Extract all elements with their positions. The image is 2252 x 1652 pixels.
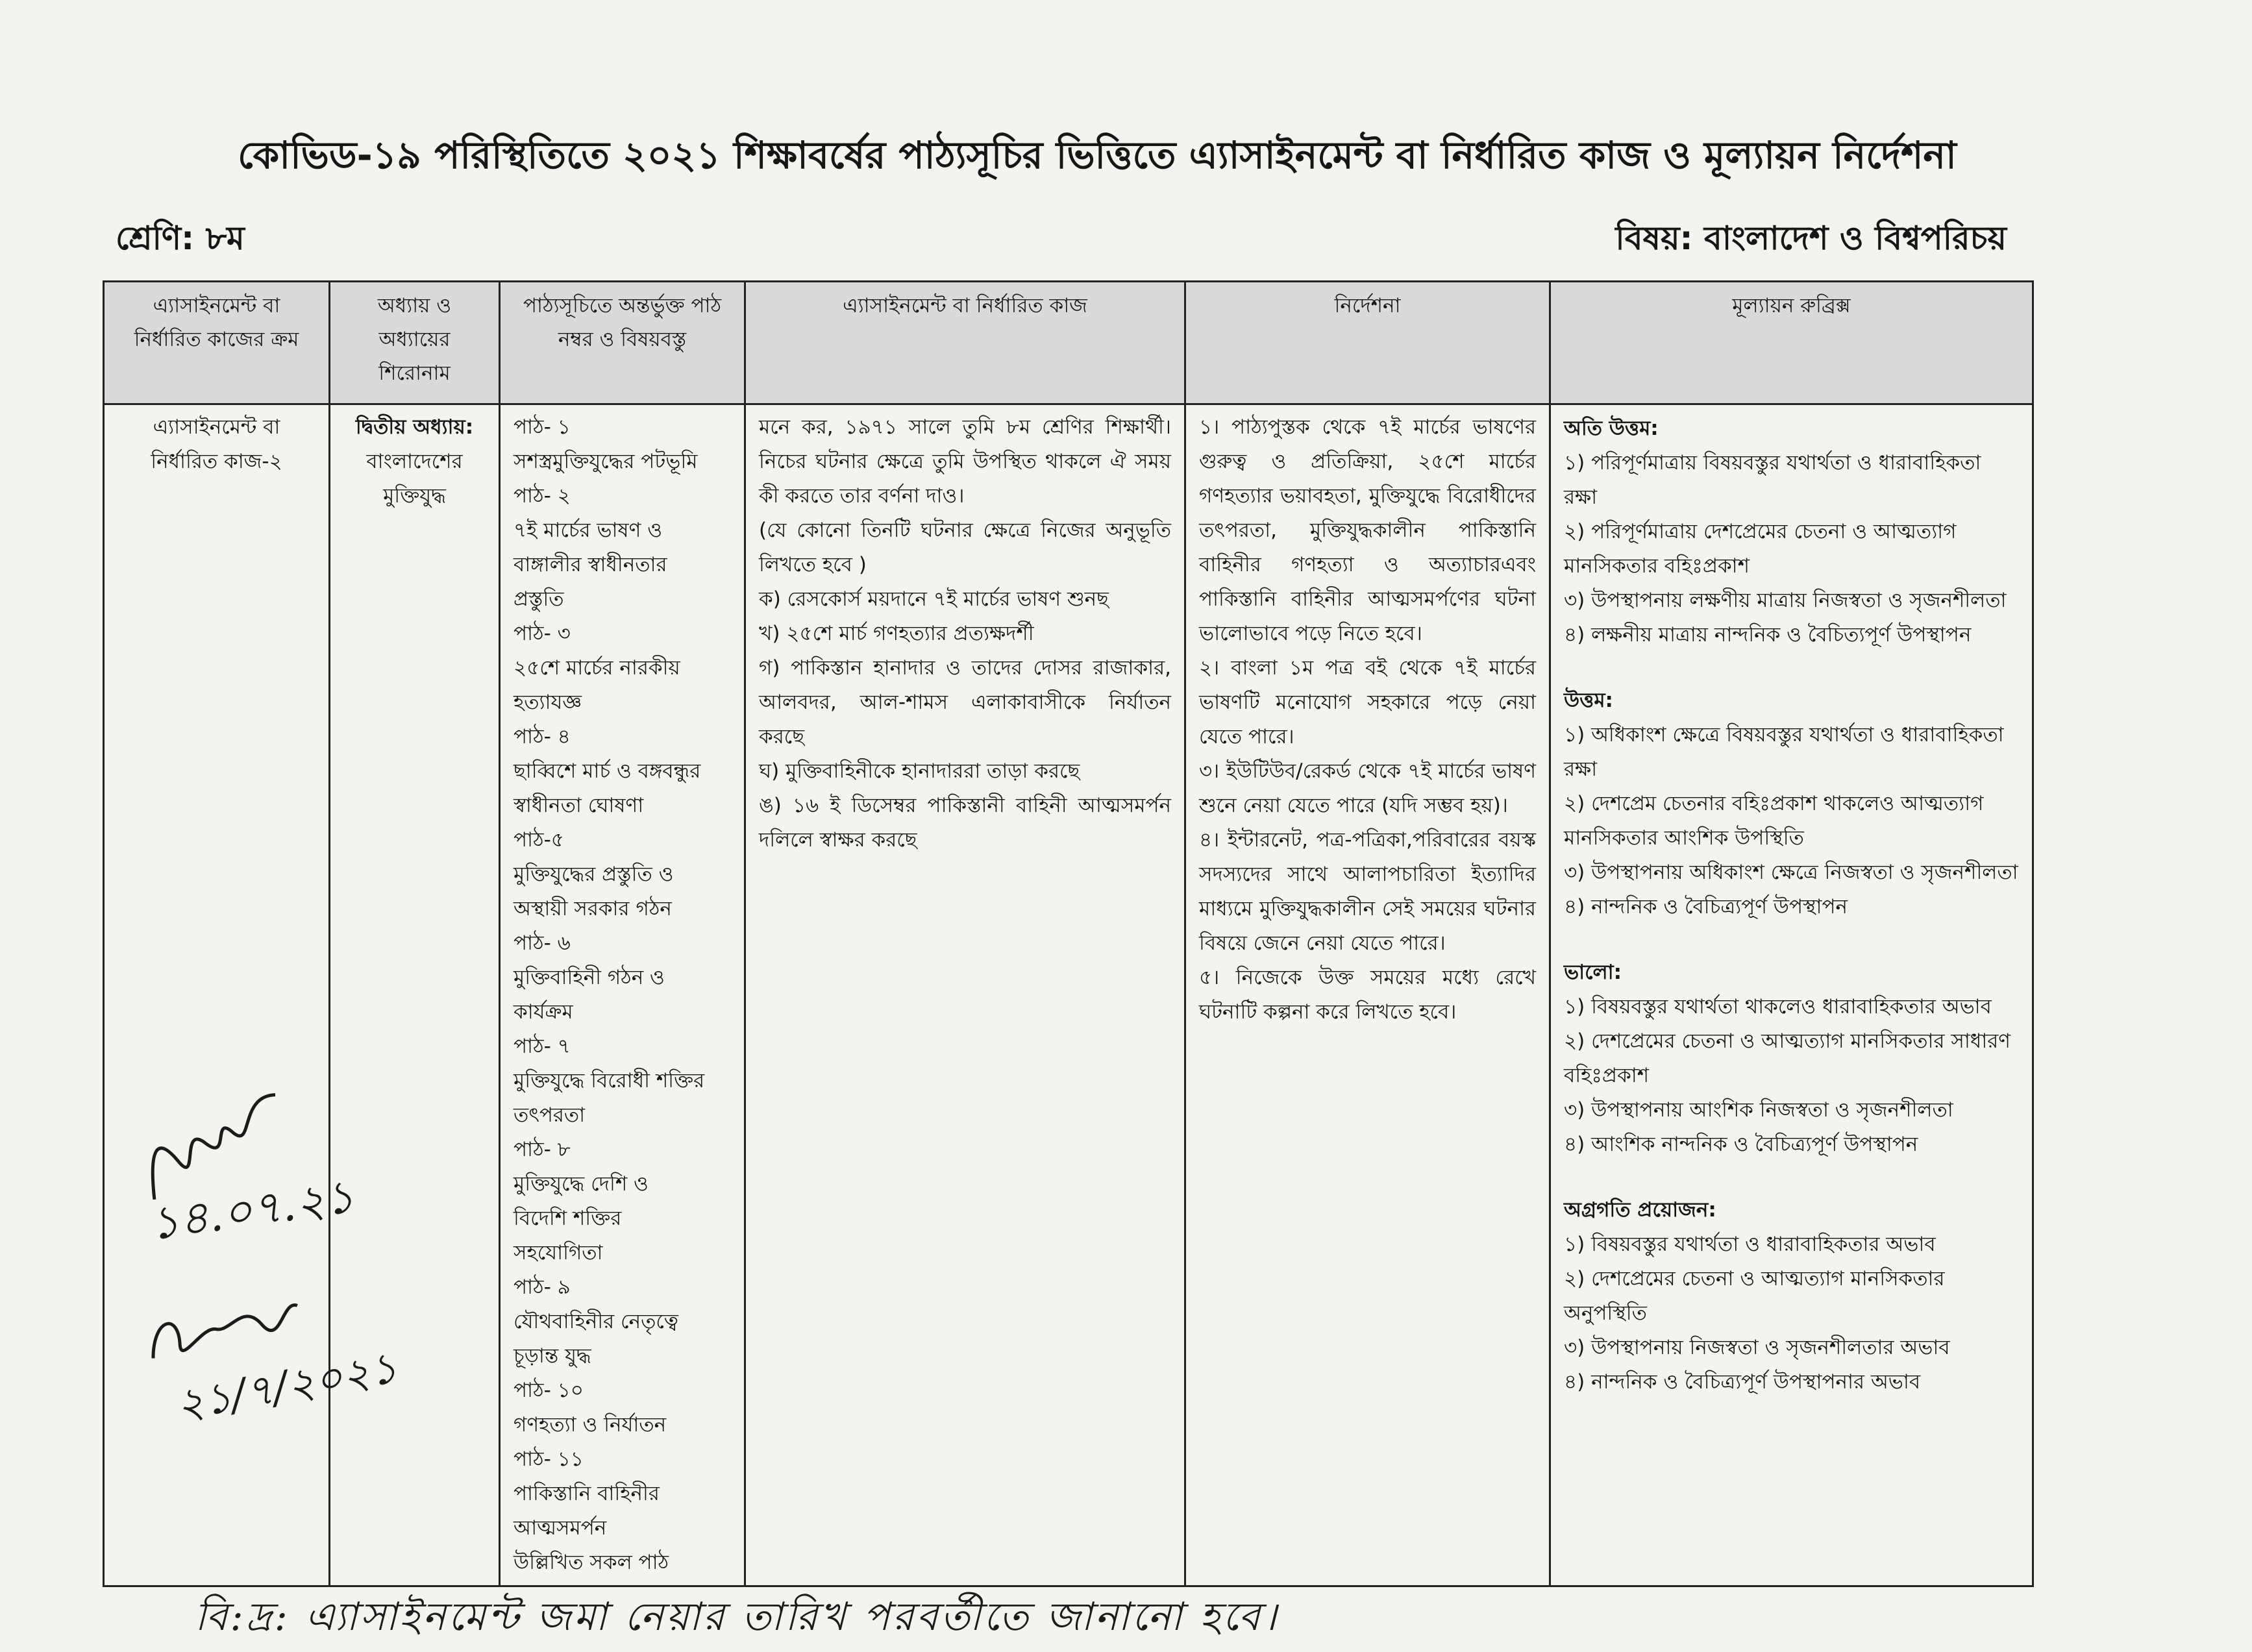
header-instructions: নির্দেশনা: [1185, 282, 1550, 404]
header-rubrics: মূল্যায়ন রুব্রিক্স: [1550, 282, 2033, 404]
rubric-item: ১) পরিপূর্ণমাত্রায় বিষয়বস্তুর যথার্থতা ও ধারাবাহিকতা রক্ষা: [1564, 451, 1981, 509]
rubric-level-good: ভালো:: [1564, 961, 1622, 984]
page-title: কোভিড-১৯ পরিস্থিতিতে ২০২১ শিক্ষাবর্ষের পাঠ্যসূচির ভিত্তিতে এ্যাসাইনমেন্ট বা নির্ধারিত কাজ ও মূল্যায়ন নির্দেশনা: [238, 133, 1957, 177]
lessons-cell: [500, 404, 745, 1586]
lesson-line: পাঠ- ৮: [514, 1138, 571, 1161]
assignment-cell: [745, 404, 1185, 1586]
lesson-line: সহযোগিতা: [514, 1241, 603, 1264]
rubric-item: ৩) উপস্থাপনায় লক্ষণীয় মাত্রায় নিজস্বতা ও সৃজনশীলতা: [1564, 589, 2007, 612]
assignment-item: খ) ২৫শে মার্চ গণহত্যার প্রত্যক্ষদর্শী: [759, 622, 1034, 645]
table-header-row: [104, 282, 2033, 404]
rubric-item: ৪) আংশিক নান্দনিক ও বৈচিত্র্যপূর্ণ উপস্থাপন: [1564, 1133, 1918, 1156]
lesson-line: তৎপরতা: [514, 1103, 586, 1127]
rubric-item: ১) বিষয়বস্তুর যথার্থতা থাকলেও ধারাবাহিকতার অভাব: [1564, 995, 1992, 1018]
lesson-line: পাঠ- ১০: [514, 1379, 584, 1402]
table-row: [104, 404, 2033, 1586]
rubric-item: ৪) নান্দনিক ও বৈচিত্র্যপূর্ণ উপস্থাপন: [1564, 895, 1848, 918]
rubric-item: ১) অধিকাংশ ক্ষেত্রে বিষয়বস্তুর যথার্থতা ও ধারাবাহিকতা রক্ষা: [1564, 723, 2004, 781]
lesson-line: পাঠ- ৭: [514, 1035, 571, 1058]
signature-date-2: ২১/৭/২০২১: [172, 1342, 401, 1431]
lesson-line: কার্যক্রম: [514, 1000, 573, 1024]
assignment-item: গ) পাকিস্তান হানাদার ও তাদের দোসর রাজাকার, আলবদর, আল-শামস এলাকাবাসীকে নির্যাতন করছে: [759, 656, 1171, 748]
lesson-line: আত্মসমর্পন: [514, 1516, 607, 1540]
chapter-line: বাংলাদেশের: [366, 450, 463, 473]
lesson-line: মুক্তিযুদ্ধে দেশি ও: [514, 1172, 649, 1196]
lesson-line: পাকিস্তানি বাহিনীর: [514, 1482, 660, 1505]
lesson-line: প্রস্তুতি: [514, 587, 564, 611]
assignment-intro: মনে কর, ১৯৭১ সালে তুমি ৮ম শ্রেণির শিক্ষার্থী। নিচের ঘটনার ক্ষেত্রে তুমি উপস্থিত থাকলে ঐ সময় কী করতে তার বর্ণনা দাও।: [759, 415, 1171, 508]
assignment-number-cell: এ্যাসাইনমেন্ট বা নির্ধারিত কাজ-২: [104, 404, 330, 1586]
lesson-line: ছাব্বিশে মার্চ ও বঙ্গবন্ধুর: [514, 759, 701, 783]
rubric-item: ২) দেশপ্রেম চেতনার বহিঃপ্রকাশ থাকলেও আত্মত্যাগ মানসিকতার আংশিক উপস্থিতি: [1564, 792, 1984, 850]
chapter-line: মুক্তিযুদ্ধ: [383, 484, 446, 508]
instruction-item: ২। বাংলা ১ম পত্র বই থেকে ৭ই মার্চের ভাষণটি মনোযোগ সহকারে পড়ে নেয়া যেতে পারে।: [1199, 656, 1536, 748]
lesson-line: পাঠ- ১: [514, 415, 571, 439]
lesson-line: মুক্তিযুদ্ধের প্রস্তুতি ও: [514, 863, 674, 886]
lesson-line: স্বাধীনতা ঘোষণা: [514, 794, 644, 817]
lesson-line: গণহত্যা ও নির্যাতন: [514, 1413, 667, 1436]
lesson-line: যৌথবাহিনীর নেতৃত্বে: [514, 1310, 678, 1333]
rubric-item: ২) দেশপ্রেমের চেতনা ও আত্মত্যাগ মানসিকতার অনুপস্থিতি: [1564, 1267, 1945, 1325]
lesson-line: বাঙ্গালীর স্বাধীনতার: [514, 553, 667, 576]
lesson-line: পাঠ- ১১: [514, 1448, 584, 1471]
instruction-item: ৩। ইউটিউব/রেকর্ড থেকে ৭ই মার্চের ভাষণ শুনে নেয়া যেতে পারে (যদি সম্ভব হয়)।: [1199, 759, 1536, 817]
lesson-line: মুক্তিবাহিনী গঠন ও: [514, 966, 665, 989]
subject-label: বিষয়: বাংলাদেশ ও বিশ্বপরিচয়: [1615, 219, 2007, 257]
header-assignment-no: এ্যাসাইনমেন্ট বা নির্ধারিত কাজের ক্রম: [104, 282, 330, 404]
lesson-line: পাঠ- ২: [514, 484, 571, 508]
lesson-line: ২৫শে মার্চের নারকীয়: [514, 656, 680, 680]
lesson-line: সশস্ত্রমুক্তিযুদ্ধের পটভূমি: [514, 450, 698, 473]
lesson-line: পাঠ- ৯: [514, 1276, 571, 1299]
lesson-line: পাঠ- ৩: [514, 622, 571, 645]
chapter-line: দ্বিতীয় অধ্যায়:: [355, 415, 474, 439]
lesson-line: হত্যাযজ্ঞ: [514, 691, 582, 714]
instruction-item: ৪। ইন্টারনেট, পত্র-পত্রিকা,পরিবারের বয়স্ক সদস্যদের সাথে আলাপচারিতা ইত্যাদির মাধ্যমে মুক্তিযুদ্ধকালীন সেই সময়ের ঘটনার বিষয়ে জেনে নেয়া যেতে পারে।: [1199, 828, 1536, 955]
header-lessons: পাঠ্যসূচিতে অন্তর্ভুক্ত পাঠ নম্বর ও বিষয়বস্তু: [500, 282, 745, 404]
rubric-level-excellent: অতি উত্তম:: [1564, 417, 1659, 440]
assignment-note: (যে কোনো তিনটি ঘটনার ক্ষেত্রে নিজের অনুভূতি লিখতে হবে ): [759, 519, 1171, 576]
lesson-line: উল্লিখিত সকল পাঠ: [514, 1551, 669, 1574]
lesson-line: অস্থায়ী সরকার গঠন: [514, 897, 672, 920]
instruction-item: ১। পাঠ্যপুস্তক থেকে ৭ই মার্চের ভাষণের গুরুত্ব ও প্রতিক্রিয়া, ২৫শে মার্চের গণহত্যার ভয়াবহতা, মুক্তিযুদ্ধে বিরোধীদের তৎপরতা, মুক্তিযুদ্ধকালীন পাকিস্তানি বাহিনীর গণহত্যা ও অত্যাচারএবং পাকিস্তানি বাহিনীর আত্মসমর্পণের ঘটনা ভালোভাবে পড়ে নিতে হবে।: [1199, 415, 1536, 645]
rubric-item: ১) বিষয়বস্তুর যথার্থতা ও ধারাবাহিকতার অভাব: [1564, 1233, 1936, 1256]
class-label: শ্রেণি: ৮ম: [116, 219, 245, 257]
rubric-item: ৪) নান্দনিক ও বৈচিত্র্যপূর্ণ উপস্থাপনার অভাব: [1564, 1370, 1921, 1394]
rubric-item: ৩) উপস্থাপনায় অধিকাংশ ক্ষেত্রে নিজস্বতা ও সৃজনশীলতা: [1564, 861, 2018, 884]
instructions-cell: [1185, 404, 1550, 1586]
signature-date-1: ১৪.০৭.২১: [146, 1169, 358, 1251]
rubric-level-needs-progress: অগ্রগতি প্রয়োজন:: [1564, 1198, 1716, 1222]
rubric-item: ২) পরিপূর্ণমাত্রায় দেশপ্রেমের চেতনা ও আত্মত্যাগ মানসিকতার বহিঃপ্রকাশ: [1564, 520, 1957, 578]
lesson-line: মুক্তিযুদ্ধে বিরোধী শক্তির: [514, 1069, 705, 1092]
rubrics-cell: [1550, 404, 2033, 1586]
lesson-line: বিদেশি শক্তির: [514, 1207, 622, 1230]
instruction-item: ৫। নিজেকে উক্ত সময়ের মধ্যে রেখে ঘটনাটি কল্পনা করে লিখতে হবে।: [1199, 966, 1536, 1024]
rubric-item: ২) দেশপ্রেমের চেতনা ও আত্মত্যাগ মানসিকতার সাধারণ বহিঃপ্রকাশ: [1564, 1029, 2011, 1087]
lesson-line: পাঠ- ৪: [514, 725, 571, 748]
rubric-item: ৩) উপস্থাপনায় নিজস্বতা ও সৃজনশীলতার অভাব: [1564, 1336, 1950, 1359]
rubric-item: ৪) লক্ষনীয় মাত্রায় নান্দনিক ও বৈচিত্যপূর্ণ উপস্থাপন: [1564, 623, 1972, 647]
header-chapter: অধ্যায় ও অধ্যায়ের শিরোনাম: [330, 282, 500, 404]
lesson-line: ৭ই মার্চের ভাষণ ও: [514, 519, 663, 542]
lesson-line: পাঠ- ৬: [514, 931, 571, 955]
assignment-item: ক) রেসকোর্স ময়দানে ৭ই মার্চের ভাষণ শুনছ: [759, 587, 1109, 611]
assignment-item: ঘ) মুক্তিবাহিনীকে হানাদাররা তাড়া করছে: [759, 759, 1080, 783]
rubric-level-very-good: উত্তম:: [1564, 689, 1613, 712]
rubric-item: ৩) উপস্থাপনায় আংশিক নিজস্বতা ও সৃজনশীলতা: [1564, 1098, 1953, 1122]
lesson-line: চূড়ান্ত যুদ্ধ: [514, 1344, 591, 1368]
handwritten-footnote: বি:দ্র: এ্যাসাইনমেন্ট জমা নেয়ার তারিখ পরবর্তীতে জানানো হবে।: [195, 1594, 1280, 1640]
header-assignment: এ্যাসাইনমেন্ট বা নির্ধারিত কাজ: [745, 282, 1185, 404]
lesson-line: পাঠ-৫: [514, 828, 564, 852]
assignment-item: ঙ) ১৬ ই ডিসেম্বর পাকিস্তানী বাহিনী আত্মসমর্পন দলিলে স্বাক্ষর করছে: [759, 794, 1171, 852]
